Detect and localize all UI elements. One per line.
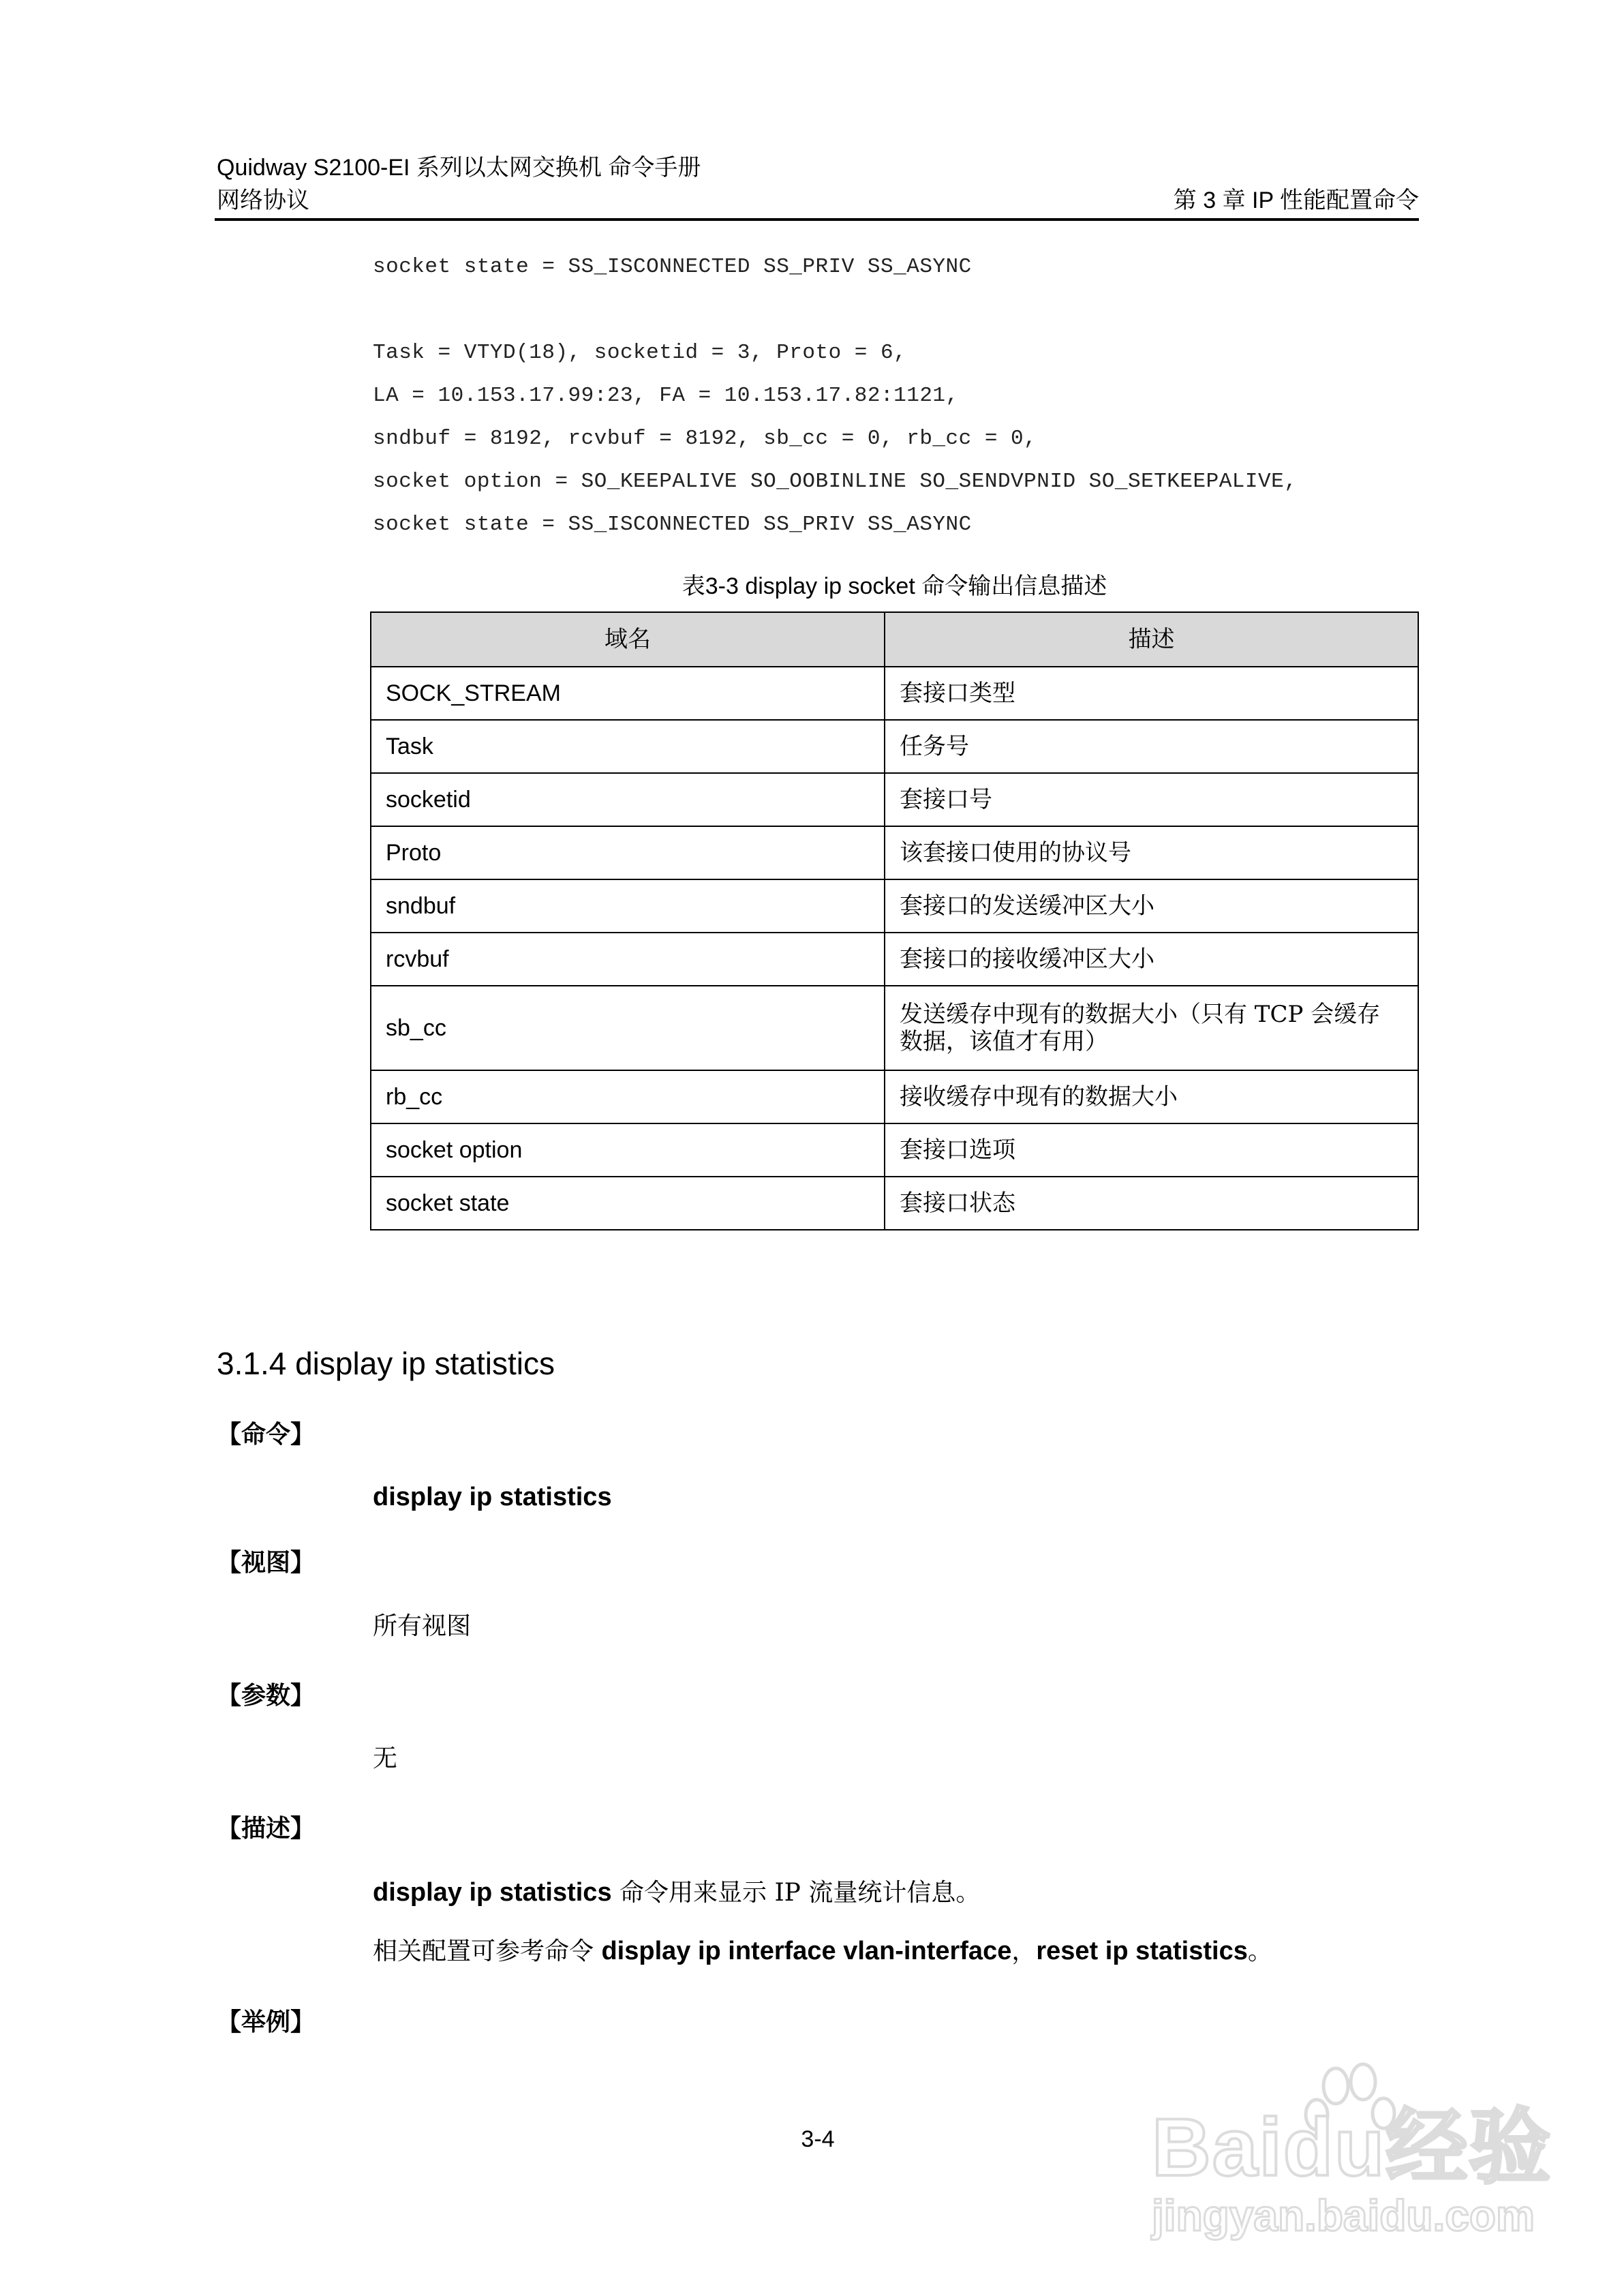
- page-number: 3-4: [801, 2126, 835, 2152]
- field-name: rb_cc: [371, 1070, 885, 1123]
- table-row: [371, 1123, 1418, 1177]
- table-row: [371, 773, 1418, 826]
- command-ref: display ip interface vlan-interface: [601, 1937, 1012, 1965]
- command-ref: display ip statistics: [373, 1878, 612, 1907]
- params-label: 【参数】: [217, 1681, 316, 1709]
- watermark-url: jingyan.baidu.com: [1152, 2191, 1535, 2240]
- field-description: 套接口号: [885, 773, 1418, 826]
- table-row: [371, 720, 1418, 773]
- view-value: 所有视图: [373, 1612, 472, 1640]
- field-description: 套接口类型: [885, 667, 1418, 720]
- section-heading: 3.1.4 display ip statistics: [217, 1346, 555, 1381]
- period: 。: [1247, 1937, 1272, 1965]
- code-line: sndbuf = 8192, rcvbuf = 8192, sb_cc = 0, rb_cc = 0,: [373, 427, 1037, 451]
- command-ref: reset ip statistics: [1036, 1937, 1248, 1965]
- field-description: 该套接口使用的协议号: [885, 826, 1418, 879]
- chapter-title: 第 3 章 IP 性能配置命令: [1173, 187, 1419, 213]
- params-value: 无: [373, 1744, 398, 1772]
- description-line-1: [373, 1876, 980, 1909]
- table-row: [371, 826, 1418, 879]
- field-description: 套接口的接收缓冲区大小: [885, 933, 1418, 986]
- field-name: socketid: [371, 773, 885, 826]
- manual-title: Quidway S2100-EI 系列以太网交换机 命令手册: [217, 155, 701, 181]
- field-name: sndbuf: [371, 879, 885, 933]
- table-row: [371, 986, 1418, 1070]
- socket-fields-table: [370, 611, 1419, 1230]
- field-name: rcvbuf: [371, 933, 885, 986]
- separator: ，: [1011, 1937, 1037, 1965]
- code-line: Task = VTYD(18), socketid = 3, Proto = 6,: [373, 341, 907, 365]
- description-text: 命令用来显示 IP 流量统计信息。: [611, 1879, 981, 1907]
- field-name: Task: [371, 720, 885, 773]
- field-name: sb_cc: [371, 986, 885, 1070]
- manual-part: 网络协议: [217, 187, 309, 213]
- field-description: 套接口的发送缓冲区大小: [885, 879, 1418, 933]
- view-label: 【视图】: [217, 1548, 316, 1576]
- table-row: [371, 879, 1418, 933]
- field-description: 接收缓存中现有的数据大小: [885, 1070, 1418, 1123]
- code-line: LA = 10.153.17.99:23, FA = 10.153.17.82:1121,: [373, 384, 959, 408]
- table-row: [371, 667, 1418, 720]
- field-name: SOCK_STREAM: [371, 667, 885, 720]
- table-row: [371, 933, 1418, 986]
- table-row: [371, 1070, 1418, 1123]
- command-syntax: display ip statistics: [373, 1483, 612, 1511]
- description-label: 【描述】: [217, 1814, 316, 1842]
- example-label: 【举例】: [217, 2008, 316, 2036]
- watermark-logo-text: Baidu经验: [1152, 2102, 1552, 2193]
- table-row: [371, 1177, 1418, 1230]
- table-caption: 表3-3 display ip socket 命令输出信息描述: [682, 573, 1107, 599]
- field-description: 套接口状态: [885, 1177, 1418, 1230]
- header-divider: [215, 218, 1419, 221]
- field-description: 任务号: [885, 720, 1418, 773]
- field-name: socket option: [371, 1123, 885, 1177]
- field-description: 套接口选项: [885, 1123, 1418, 1177]
- code-line: socket state = SS_ISCONNECTED SS_PRIV SS_ASYNC: [373, 255, 972, 279]
- column-header-description: 描述: [885, 612, 1418, 667]
- column-header-field: 域名: [371, 612, 885, 667]
- table-header-row: [371, 612, 1418, 667]
- code-line: socket state = SS_ISCONNECTED SS_PRIV SS_ASYNC: [373, 513, 972, 537]
- field-name: Proto: [371, 826, 885, 879]
- command-label: 【命令】: [217, 1420, 316, 1448]
- field-description: 发送缓存中现有的数据大小（只有 TCP 会缓存数据，该值才有用）: [885, 986, 1418, 1070]
- field-name: socket state: [371, 1177, 885, 1230]
- code-line: socket option = SO_KEEPALIVE SO_OOBINLINE SO_SENDVPNID SO_SETKEEPALIVE,: [373, 470, 1298, 494]
- description-line-2: [373, 1935, 1272, 1968]
- related-prefix: 相关配置可参考命令: [373, 1937, 602, 1965]
- baidu-jingyan-watermark: [1152, 2059, 1552, 2243]
